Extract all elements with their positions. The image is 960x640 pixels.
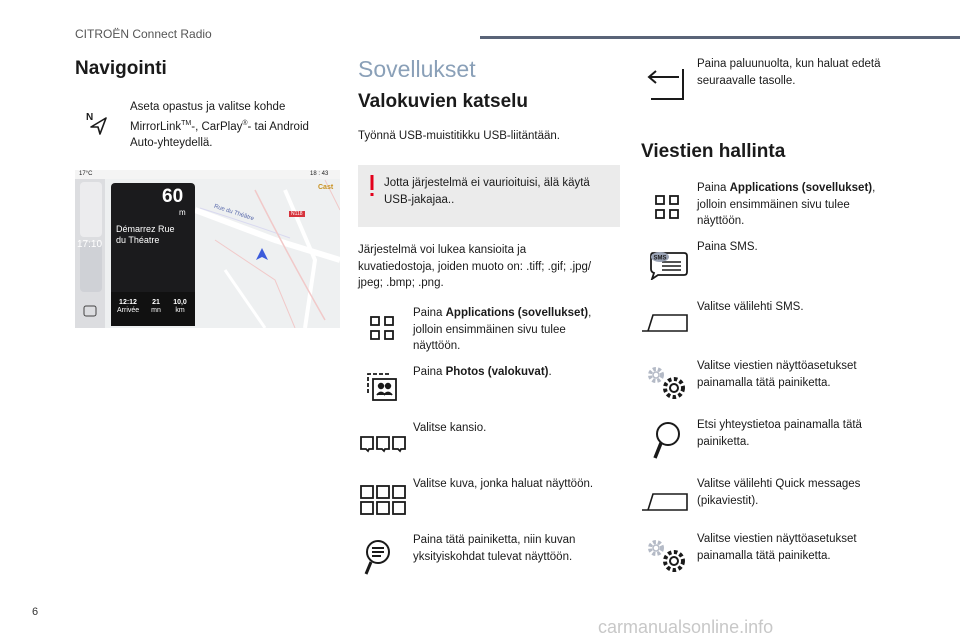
- screen-place: Cast: [318, 184, 334, 191]
- r-step-tab-sms-text: Valitse välilehti SMS.: [697, 301, 804, 313]
- screen-road-badge: N118: [291, 211, 303, 217]
- tab-icon: [641, 313, 689, 333]
- screen-street: Rue du Théâtre: [213, 203, 255, 223]
- navigointi-text: Aseta opastus ja valitse kohde MirrorLink™-, CarPlay®- tai Android Auto-yhteydellä.: [130, 101, 309, 149]
- warning-icon: [370, 175, 373, 197]
- screen-temp: 17°C: [79, 171, 93, 177]
- navigointi-title: Navigointi: [75, 58, 167, 79]
- step-apps-text: Paina Applications (sovellukset), jolloin ensimmäinen sivu tulee näyttöön.: [413, 307, 592, 352]
- r-step-quick-text: Valitse välilehti Quick messages (pikaviestit).: [697, 478, 861, 507]
- r-step-settings2-text: Valitse viestien näyttöasetukset painamalla tätä painiketta.: [697, 533, 857, 562]
- step-details-text: Paina tätä painiketta, niin kuvan yksityiskohdat tulevat näyttöön.: [413, 534, 576, 563]
- sovellukset-section-title: Sovellukset: [358, 56, 476, 82]
- header-title: CITROËN Connect Radio: [75, 27, 212, 41]
- step-image-text: Valitse kuva, jonka haluat näyttöön.: [413, 478, 594, 490]
- viestien-title: Viestien hallinta: [641, 141, 786, 162]
- r-step-settings-text: Valitse viestien näyttöasetukset painamalla tätä painiketta.: [697, 360, 857, 389]
- screen-instruction: Démarrez Rue du Théatre: [116, 224, 175, 245]
- back-arrow-icon: [646, 67, 686, 101]
- header-bar: [480, 36, 960, 39]
- svg-text:SMS: SMS: [653, 255, 667, 262]
- screen-clock: 18 : 43: [310, 171, 329, 177]
- formats-text: Järjestelmä voi lukea kansioita ja kuvatiedostoja, joiden muoto on: .tiff; .gif; .jpg/ jpeg; .bmp; .png.: [358, 244, 592, 289]
- apps-grid-icon: [370, 316, 394, 340]
- apps-grid-icon: [655, 195, 679, 219]
- r-step-search-text: Etsi yhteystietoa painamalla tätä painiketta.: [697, 419, 862, 448]
- navigation-arrow-icon: [86, 111, 108, 135]
- screen-km: 10,0 km: [173, 299, 187, 314]
- warning-notice: Jotta järjestelmä ei vaurioituisi, älä käytä USB-jakajaa..: [358, 165, 620, 227]
- back-text: Paina paluunuolta, kun haluat edetä seuraavalle tasolle.: [697, 58, 881, 87]
- step-folder-text: Valitse kansio.: [413, 422, 487, 434]
- page-number: 6: [32, 606, 39, 618]
- settings-gears-icon: [646, 365, 688, 401]
- watermark: carmanualsonline.info: [598, 617, 774, 637]
- search-icon: [652, 420, 682, 462]
- screen-minutes: 21 mn: [151, 299, 161, 314]
- screen-arrival: 12:12 Arrivée: [117, 299, 140, 314]
- navigation-screen-image: [75, 170, 340, 328]
- valokuvien-title: Valokuvien katselu: [358, 91, 529, 112]
- svg-text:N: N: [86, 112, 94, 123]
- tab-icon: [641, 492, 689, 512]
- r-step-apps-text: Paina Applications (sovellukset), jolloin ensimmäinen sivu tulee näyttöön.: [697, 182, 876, 227]
- screen-distance: 60: [162, 186, 184, 207]
- screen-distance-unit: m: [179, 208, 186, 217]
- folders-icon: [360, 434, 406, 454]
- image-grid-icon: [360, 485, 406, 515]
- step-photos-text: Paina Photos (valokuvat).: [413, 366, 552, 378]
- r-step-sms-text: Paina SMS.: [697, 241, 758, 253]
- details-icon: [364, 538, 394, 578]
- sms-icon: [648, 250, 688, 280]
- screen-side-time: 17:10: [77, 239, 103, 250]
- usb-intro: Työnnä USB-muistitikku USB-liitäntään.: [358, 130, 560, 142]
- settings-gears-icon: [646, 538, 688, 574]
- photos-icon: [367, 373, 397, 401]
